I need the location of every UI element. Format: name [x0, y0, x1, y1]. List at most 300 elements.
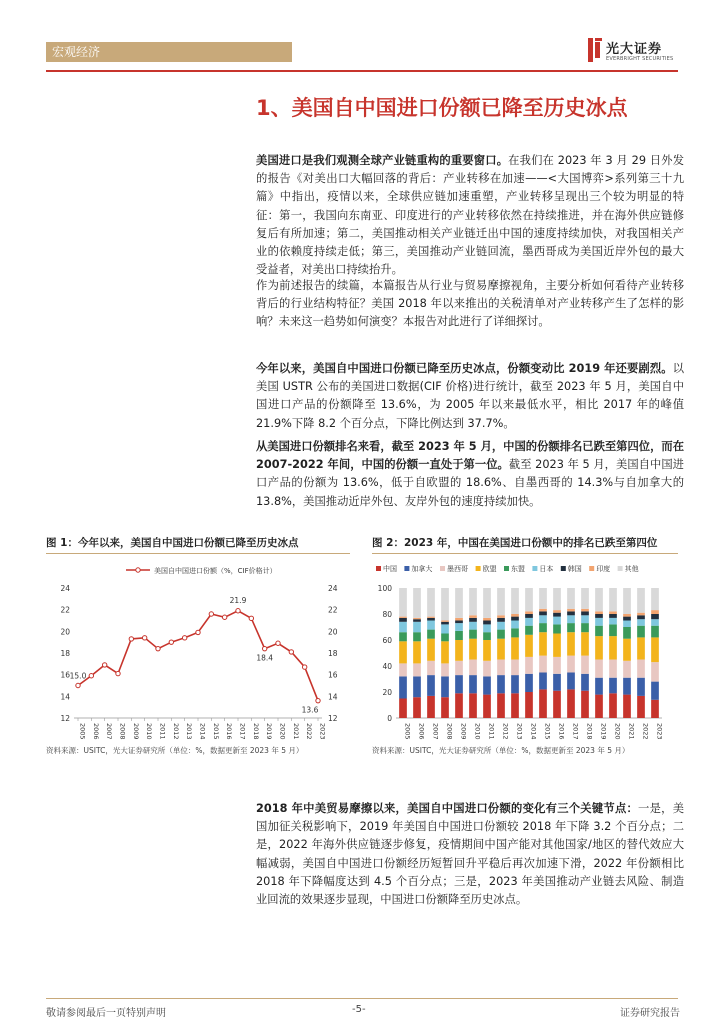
bar-segment — [581, 609, 589, 612]
paragraph-3-body: 以美国 USTR 公布的美国进口数据(CIF 价格)进行统计，截至 2023 年 5 月，美国自中国进口产品的份额降至 13.6%，为 2005 年以来最低水平，相比 2017 年的峰值 21.9%下降 8.2 个百分点，下降比例达到 37.7%。 — [256, 362, 684, 430]
bar-segment — [441, 621, 449, 622]
bar-segment — [595, 660, 603, 678]
bar-segment — [399, 622, 407, 632]
bar-segment — [511, 588, 519, 614]
bar-segment — [413, 697, 421, 718]
data-label: 15.0 — [69, 671, 87, 681]
bar-segment — [483, 640, 491, 661]
bar-segment — [553, 613, 561, 617]
bar-segment — [623, 588, 631, 614]
bar-segment — [539, 588, 547, 609]
x-tick-label: 2017 — [571, 723, 580, 740]
bar-segment — [413, 641, 421, 663]
y-tick-left-label: 12 — [60, 714, 70, 723]
bar-segment — [609, 678, 617, 694]
y-tick-left-label: 20 — [60, 627, 70, 637]
bar-segment — [441, 622, 449, 625]
bar-segment — [525, 618, 533, 626]
bar-segment — [483, 624, 491, 632]
data-point — [316, 698, 320, 702]
report-category-tag: 宏观经济 — [46, 42, 292, 62]
bar-segment — [511, 637, 519, 659]
bar-segment — [567, 689, 575, 718]
footer-divider — [46, 998, 678, 999]
bar-segment — [469, 618, 477, 622]
bar-segment — [567, 588, 575, 609]
x-tick-label: 2008 — [445, 723, 454, 740]
bar-segment — [441, 624, 449, 633]
series-line-china-share — [78, 611, 318, 701]
x-tick-label: 2010 — [473, 723, 482, 740]
bar-segment — [623, 695, 631, 718]
bar-segment — [469, 615, 477, 618]
bar-segment — [553, 610, 561, 613]
bar-segment — [525, 611, 533, 614]
legend-swatch — [589, 566, 594, 571]
bar-segment — [455, 693, 463, 718]
bar-segment — [525, 614, 533, 618]
bar-segment — [567, 632, 575, 655]
bar-segment — [511, 617, 519, 621]
figure-1-source: 资料来源：USITC，光大证券研究所（单位：%，数据更新至 2023 年 5 月） — [46, 746, 304, 755]
page-number: -5- — [352, 1004, 366, 1015]
bar-segment — [539, 656, 547, 673]
bar-segment — [469, 630, 477, 639]
y-tick-left-label: 14 — [60, 692, 70, 702]
x-tick-label: 2020 — [278, 723, 287, 740]
paragraph-2: 作为前述报告的续篇，本篇报告从行业与贸易摩擦视角，主要分析如何看待产业转移背后的行业结构特征？美国 2018 年以来推出的关税清单对产业转移产生了怎样的影响？未来这一趋势如何演变？本报告对此进行了详细探讨。 — [256, 279, 684, 329]
bar-segment — [511, 693, 519, 718]
bar-segment — [413, 676, 421, 697]
x-tick-label: 2011 — [158, 723, 167, 740]
bar-segment — [637, 637, 645, 659]
bar-segment — [497, 639, 505, 660]
legend-label: 加拿大 — [411, 565, 433, 573]
bar-segment — [455, 588, 463, 618]
x-tick-label: 2005 — [78, 723, 87, 740]
bar-segment — [637, 588, 645, 613]
bar-segment — [399, 663, 407, 676]
bar-segment — [525, 692, 533, 718]
bar-segment — [595, 618, 603, 626]
bar-segment — [413, 588, 421, 618]
legend-label: 中国 — [383, 565, 397, 573]
bar-segment — [609, 614, 617, 618]
data-point — [116, 671, 120, 675]
bar-segment — [399, 632, 407, 641]
bar-segment — [595, 614, 603, 618]
bar-segment — [623, 627, 631, 639]
bar-segment — [511, 614, 519, 617]
bar-segment — [581, 656, 589, 674]
bar-segment — [427, 621, 435, 630]
bar-segment — [553, 588, 561, 610]
header-divider — [46, 70, 678, 72]
legend-label: 韩国 — [567, 565, 582, 573]
x-tick-label: 2016 — [557, 723, 566, 740]
bar-segment — [637, 619, 645, 626]
bar-segment — [609, 618, 617, 625]
data-point — [289, 650, 293, 654]
bar-segment — [525, 588, 533, 611]
y-tick-label: 80 — [382, 610, 392, 619]
logo-text-cn: 光大证券 — [606, 42, 663, 57]
bar-segment — [469, 675, 477, 693]
x-tick-label: 2009 — [131, 723, 140, 740]
bar-segment — [567, 611, 575, 615]
bar-segment — [651, 637, 659, 662]
footer-report-type: 证券研究报告 — [620, 1008, 680, 1019]
bar-segment — [511, 621, 519, 629]
bar-segment — [623, 678, 631, 695]
bar-segment — [483, 695, 491, 718]
bar-segment — [413, 619, 421, 622]
bar-segment — [483, 588, 491, 618]
bar-segment — [441, 634, 449, 642]
data-point — [236, 609, 240, 613]
data-point — [102, 663, 106, 667]
y-tick-right-label: 18 — [328, 649, 338, 658]
bar-segment — [455, 631, 463, 640]
data-point — [89, 674, 93, 678]
bar-segment — [553, 674, 561, 691]
bar-segment — [483, 621, 491, 625]
bar-segment — [651, 610, 659, 614]
x-tick-label: 2012 — [171, 723, 180, 740]
x-tick-label: 2008 — [118, 723, 127, 740]
bar-segment — [595, 695, 603, 718]
x-tick-label: 2023 — [655, 723, 664, 740]
bar-segment — [637, 626, 645, 638]
bar-segment — [441, 697, 449, 718]
figure-2-stacked-bar-chart — [372, 558, 682, 743]
legend-label: 美国自中国进口份额（%，CIF价格计） — [154, 567, 277, 575]
bar-segment — [399, 618, 407, 622]
bar-segment — [637, 613, 645, 616]
logo-mark-icon — [586, 36, 604, 64]
x-tick-label: 2013 — [515, 723, 524, 740]
data-point — [222, 615, 226, 619]
y-tick-right-label: 24 — [328, 584, 338, 593]
paragraph-4-body: 截至 2023 年 5 月，美国自中国进口产品的份额为 13.6%，低于自欧盟的 18.6%、自墨西哥的 14.3%与自加拿大的 13.8%，美国推动近岸外包、友岸外包的速度持续加快。 — [256, 458, 684, 508]
bar-segment — [427, 696, 435, 718]
bar-segment — [469, 588, 477, 615]
paragraph-1 — [256, 152, 684, 279]
legend-swatch — [404, 566, 409, 571]
data-label: 18.4 — [256, 653, 274, 663]
bar-segment — [581, 674, 589, 691]
x-tick-label: 2014 — [529, 723, 538, 740]
y-tick-right-label: 14 — [328, 692, 338, 702]
x-tick-label: 2007 — [431, 723, 440, 740]
bar-segment — [441, 663, 449, 676]
x-tick-label: 2021 — [627, 723, 636, 740]
bar-segment — [623, 621, 631, 628]
figure-2-source: 资料来源：USITC，光大证券研究所（单位：%，数据更新至 2023 年 5 月） — [372, 746, 630, 755]
bar-segment — [553, 657, 561, 674]
x-tick-label: 2010 — [145, 723, 154, 740]
x-tick-label: 2023 — [318, 723, 327, 740]
bar-segment — [581, 623, 589, 632]
y-tick-left-label: 22 — [60, 605, 70, 615]
bar-segment — [595, 636, 603, 659]
paragraph-3 — [256, 360, 684, 433]
bar-segment — [399, 676, 407, 698]
bar-segment — [441, 641, 449, 663]
legend-swatch — [440, 566, 445, 571]
bar-segment — [427, 630, 435, 639]
y-tick-label: 100 — [377, 584, 392, 593]
y-tick-label: 60 — [382, 636, 392, 645]
legend-swatch — [618, 566, 623, 571]
bar-segment — [427, 661, 435, 675]
data-point — [156, 646, 160, 650]
bar-segment — [553, 617, 561, 625]
x-tick-label: 2006 — [417, 723, 426, 740]
data-point — [249, 616, 253, 620]
bar-segment — [455, 621, 463, 624]
bar-segment — [651, 700, 659, 718]
bar-segment — [497, 660, 505, 676]
bar-segment — [553, 624, 561, 633]
data-label: 21.9 — [229, 595, 247, 605]
paragraph-5-lead: 2018 年中美贸易摩擦以来，美国自中国进口份额的变化有三个关键节点： — [256, 802, 639, 815]
bar-segment — [399, 699, 407, 719]
data-point — [129, 637, 133, 641]
bar-segment — [539, 615, 547, 623]
x-tick-label: 2017 — [238, 723, 247, 740]
bar-segment — [497, 588, 505, 615]
legend-swatch — [532, 566, 537, 571]
x-tick-label: 2009 — [459, 723, 468, 740]
legend-swatch — [561, 566, 566, 571]
x-tick-label: 2018 — [585, 723, 594, 740]
bar-segment — [525, 657, 533, 674]
y-tick-label: 0 — [387, 714, 392, 723]
x-tick-label: 2018 — [251, 723, 260, 740]
bar-segment — [595, 626, 603, 636]
footer-disclaimer-link: 敬请参阅最后一页特别声明 — [46, 1008, 166, 1019]
x-tick-label: 2006 — [91, 723, 100, 740]
bar-segment — [651, 619, 659, 626]
data-point — [182, 636, 186, 640]
data-label: 13.6 — [301, 705, 319, 715]
data-point — [196, 630, 200, 634]
bar-segment — [609, 636, 617, 659]
bar-segment — [609, 624, 617, 636]
bar-segment — [511, 675, 519, 693]
bar-segment — [427, 639, 435, 661]
bar-segment — [413, 618, 421, 619]
x-tick-label: 2019 — [599, 723, 608, 740]
y-tick-label: 20 — [382, 688, 392, 697]
y-tick-right-label: 22 — [328, 605, 338, 615]
bar-segment — [427, 618, 435, 621]
legend-label: 日本 — [539, 565, 554, 573]
bar-segment — [623, 614, 631, 617]
bar-segment — [637, 615, 645, 619]
bar-segment — [413, 632, 421, 641]
legend-label: 印度 — [596, 565, 611, 573]
bar-segment — [567, 656, 575, 673]
legend-swatch — [376, 566, 381, 571]
bar-segment — [623, 639, 631, 661]
legend-marker-swatch — [136, 568, 140, 572]
bar-segment — [595, 588, 603, 611]
bar-segment — [525, 635, 533, 657]
bar-segment — [581, 632, 589, 655]
bar-segment — [539, 609, 547, 612]
data-point — [76, 683, 80, 687]
bar-segment — [469, 639, 477, 660]
bar-segment — [455, 661, 463, 675]
legend-label: 其他 — [624, 565, 639, 573]
bar-segment — [623, 617, 631, 621]
company-logo — [586, 36, 686, 68]
bar-segment — [497, 622, 505, 630]
bar-segment — [609, 611, 617, 614]
section-title: 1、美国自中国进口份额已降至历史冰点 — [256, 96, 628, 120]
legend-swatch — [476, 566, 481, 571]
data-point — [209, 612, 213, 616]
x-tick-label: 2015 — [543, 723, 552, 740]
bar-segment — [427, 617, 435, 618]
data-point — [276, 641, 280, 645]
bar-segment — [651, 662, 659, 682]
bar-segment — [595, 678, 603, 695]
figure-1-title: 图 1：今年以来，美国自中国进口份额已降至历史冰点 — [46, 535, 350, 554]
figure-1-line-chart — [46, 558, 354, 743]
paragraph-3-lead: 今年以来，美国自中国进口份额已降至历史冰点，份额变动比 2019 年还要剧烈。 — [256, 362, 673, 375]
bar-segment — [497, 675, 505, 693]
x-tick-label: 2012 — [501, 723, 510, 740]
bar-segment — [651, 588, 659, 610]
legend-swatch — [504, 566, 509, 571]
x-tick-label: 2019 — [265, 723, 274, 740]
x-tick-label: 2022 — [641, 723, 650, 740]
bar-segment — [637, 696, 645, 718]
bar-segment — [399, 641, 407, 663]
bar-segment — [399, 588, 407, 617]
bar-segment — [427, 675, 435, 696]
y-tick-right-label: 12 — [328, 714, 338, 723]
bar-segment — [497, 630, 505, 639]
y-tick-left-label: 18 — [60, 649, 70, 658]
paragraph-5-body: 一是，美国加征关税影响下，2019 年美国自中国进口份额较 2018 年下降 3.2 个百分点；二是，2022 年海外供应链逐步修复，疫情期间中国产能对其他国家/地区的替代效应大幅减弱，美国自中国进口份额经历短暂回升平稳后再次加速下滑，2022 年份额相比 2018 年下降幅度达到 4.5 个百分点；三是，2023 年美国推动产业链去风险、制造业回流的效果逐步显现，中国进口份额降至历史冰点。 — [256, 802, 684, 907]
bar-segment — [413, 663, 421, 676]
data-point — [262, 646, 266, 650]
legend-label: 东盟 — [511, 565, 525, 573]
bar-segment — [539, 611, 547, 615]
paragraph-5 — [256, 800, 684, 909]
x-tick-label: 2014 — [198, 723, 207, 740]
paragraph-4 — [256, 438, 684, 511]
paragraph-4-lead: 从美国进口份额排名来看，截至 2023 年 5 月，中国的份额排名已跌至第四位，而在 2007-2022 年间，中国的份额一直处于第一位。 — [256, 440, 684, 472]
bar-segment — [455, 618, 463, 621]
bar-segment — [553, 691, 561, 718]
bar-segment — [497, 693, 505, 718]
bar-segment — [567, 615, 575, 623]
bar-segment — [483, 661, 491, 677]
bar-segment — [427, 588, 435, 617]
bar-segment — [581, 611, 589, 615]
bar-segment — [539, 673, 547, 690]
x-tick-label: 2007 — [105, 723, 114, 740]
figure-2-title: 图 2：2023 年，中国在美国进口份额中的排名已跌至第四位 — [372, 535, 678, 554]
bar-segment — [581, 691, 589, 718]
bar-segment — [413, 622, 421, 632]
bar-segment — [469, 693, 477, 718]
bar-segment — [539, 632, 547, 655]
bar-segment — [567, 623, 575, 632]
bar-segment — [483, 632, 491, 640]
x-tick-label: 2005 — [403, 723, 412, 740]
data-point — [142, 636, 146, 640]
bar-segment — [497, 618, 505, 622]
x-tick-label: 2013 — [185, 723, 194, 740]
bar-segment — [455, 623, 463, 631]
bar-segment — [483, 618, 491, 621]
bar-segment — [623, 661, 631, 678]
y-tick-label: 40 — [382, 662, 392, 671]
bar-segment — [455, 640, 463, 661]
paragraph-1-body: 在我们在 2023 年 3 月 29 日外发的报告《对美出口大幅回落的背后：产业转移在加速——<大国博弈>系列第三十九篇》中指出，疫情以来，全球供应链加速重塑，产业转移呈现出三个较为明显的特征：第一，我国向东南亚、印度进行的产业转移依然在持续推进，并在海外供应链修复后有所加速；第二，美国推动相关产业链迁出中国的速度持续加快，对我国相关产业的依赖度持续走低；第三，美国推动产业链回流，墨西哥成为美国近岸外包的最大受益者，对美出口持续抬升。 — [256, 154, 684, 277]
bar-segment — [469, 622, 477, 630]
legend-label: 墨西哥 — [447, 565, 468, 573]
bar-segment — [483, 676, 491, 694]
legend-label: 欧盟 — [482, 565, 497, 573]
bar-segment — [511, 660, 519, 676]
bar-segment — [609, 660, 617, 678]
bar-segment — [441, 676, 449, 697]
y-tick-right-label: 16 — [328, 670, 338, 680]
bar-segment — [609, 588, 617, 611]
bar-segment — [609, 693, 617, 718]
bar-segment — [539, 623, 547, 632]
data-point — [302, 665, 306, 669]
bar-segment — [399, 617, 407, 618]
bar-segment — [637, 678, 645, 696]
bar-segment — [441, 588, 449, 621]
bar-segment — [469, 660, 477, 676]
paragraph-1-lead: 美国进口是我们观测全球产业链重构的重要窗口。 — [256, 154, 509, 167]
bar-segment — [595, 611, 603, 614]
data-point — [169, 640, 173, 644]
bar-segment — [553, 634, 561, 657]
bar-segment — [511, 628, 519, 637]
x-tick-label: 2015 — [211, 723, 220, 740]
bar-segment — [651, 626, 659, 638]
bar-segment — [651, 682, 659, 700]
bar-segment — [455, 675, 463, 693]
bar-segment — [525, 626, 533, 635]
bar-segment — [637, 660, 645, 678]
x-tick-label: 2021 — [291, 723, 300, 740]
bar-segment — [581, 615, 589, 623]
bar-segment — [525, 674, 533, 692]
logo-text-en: EVERBRIGHT SECURITIES — [606, 56, 674, 62]
bar-segment — [567, 673, 575, 690]
y-tick-left-label: 16 — [60, 670, 70, 680]
x-tick-label: 2020 — [613, 723, 622, 740]
x-tick-label: 2016 — [225, 723, 234, 740]
bar-segment — [497, 615, 505, 618]
bar-segment — [581, 588, 589, 609]
x-tick-label: 2022 — [305, 723, 314, 740]
bar-segment — [539, 689, 547, 718]
bar-segment — [651, 614, 659, 619]
y-tick-left-label: 24 — [60, 584, 70, 593]
